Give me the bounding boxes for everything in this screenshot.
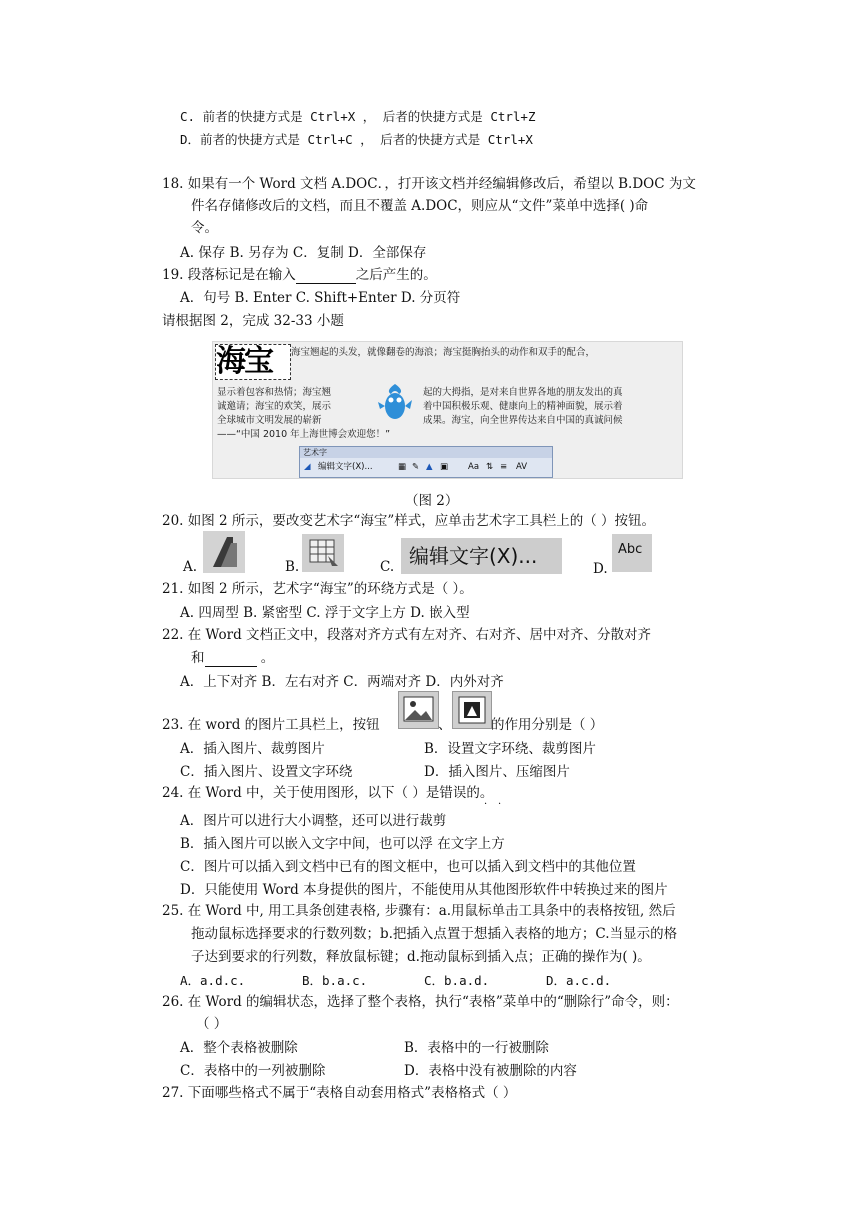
q20-text: 20. 如图 2 所示，要改变艺术字“海宝”样式，应单击艺术字工具栏上的（ ）按钮。	[162, 513, 656, 529]
q20-option-d-label: D.	[593, 561, 608, 577]
q25-option-c: C．b.a.d.	[424, 973, 490, 988]
fig-text-line5: ——“中国 2010 年上海世博会欢迎您！”	[217, 429, 391, 440]
q21-text: 21. 如图 2 所示，艺术字“海宝”的环绕方式是（ ）。	[162, 581, 473, 597]
q19-suffix: 之后产生的。	[355, 267, 437, 283]
q24-option-d: D．只能使用 Word 本身提供的图片，不能使用从其他图形软件中转换过来的图片	[180, 882, 668, 898]
q24-text: 24. 在 Word 中，关于使用图形，以下（ ）是错误的。	[162, 785, 494, 801]
q22-blank	[205, 652, 257, 667]
q25-text-line3: 子达到要求的行列数，释放鼠标键；d.拖动鼠标到插入点；正确的操作为( )。	[191, 949, 651, 965]
text-wrap-icon[interactable]: ▣	[440, 462, 449, 472]
wordart-toolbar-title: 艺术字	[300, 447, 552, 458]
q19-options: A．句号 B. Enter C. Shift+Enter D. 分页符	[180, 290, 461, 306]
q20-option-b-label: B.	[285, 559, 300, 575]
q23-suffix: 的作用分别是（ ）	[491, 717, 604, 733]
q23-prefix: 23. 在 word 的图片工具栏上，按钮	[162, 717, 380, 733]
q26-text-line2: （ ）	[196, 1016, 228, 1032]
q26-option-a: A．整个表格被删除	[180, 1040, 298, 1056]
emphasis-dot: ·	[498, 799, 502, 810]
q18-text-line3: 令。	[191, 220, 218, 236]
fig-text-line2a: 显示着包容和热情；海宝翘	[217, 387, 332, 398]
wordart-toolbar	[299, 446, 553, 478]
q25-option-d: D．a.c.d.	[546, 973, 612, 988]
wordart-gallery-icon[interactable]: ▦	[398, 462, 407, 472]
same-height-icon[interactable]: Aa	[468, 462, 480, 472]
haibao-mascot-icon	[375, 382, 415, 422]
wordart-shape-icon[interactable]: ▲	[426, 462, 433, 472]
insert-picture-icon	[398, 691, 439, 729]
fig-text-line2b: 起的大拇指，是对来自世界各地的朋友发出的真	[423, 387, 623, 398]
char-spacing-icon[interactable]: AV	[516, 462, 528, 472]
fig-text-line1: 海宝翘起的头发，就像翻卷的海浪；海宝挺胸抬头的动作和双手的配合，	[291, 347, 596, 358]
q24-option-a: A．图片可以进行大小调整，还可以进行裁剪	[180, 813, 447, 829]
wordart-haibao: 海宝	[215, 344, 291, 380]
q19-blank	[296, 269, 356, 284]
q24-option-b: B．插入图片可以嵌入文字中间，也可以浮 在文字上方	[180, 836, 505, 852]
prev-option-c: C. 前者的快捷方式是 Ctrl+X ， 后者的快捷方式是 Ctrl+Z	[180, 109, 536, 124]
q23-option-c: C．插入图片、设置文字环绕	[180, 764, 353, 780]
q25-option-a: A．a.d.c.	[180, 973, 246, 988]
fig-text-line3b: 着中国积极乐观、健康向上的精神面貌，展示着	[423, 401, 623, 412]
q19-prefix: 19. 段落标记是在输入	[162, 267, 296, 283]
q18-text-line1: 18. 如果有一个 Word 文档 A.DOC．，打开该文档并经编辑修改后，希望以 B.DOC 为文	[162, 176, 696, 192]
q21-options: A. 四周型 B. 紧密型 C. 浮于文字上方 D. 嵌入型	[180, 605, 470, 621]
q22-options: A．上下对齐 B．左右对齐 C．两端对齐 D．内外对齐	[180, 674, 504, 690]
q26-text-line1: 26. 在 Word 的编辑状态，选择了整个表格，执行“表格”菜单中的“删除行”命令，则：	[162, 994, 679, 1010]
edit-text-label: 编辑文字(X)...	[409, 544, 538, 568]
q22-prefix: 和	[191, 650, 205, 666]
fig-text-line4b: 成果。海宝，向全世界传达来自中国的真诚问候	[423, 415, 623, 426]
q19-text	[162, 266, 437, 284]
fig-text-line3a: 诚邀请；海宝的欢笑，展示	[217, 401, 332, 412]
vertical-text-icon[interactable]: ⇅	[486, 462, 494, 472]
q27-text: 27. 下面哪些格式不属于“表格自动套用格式”表格格式（ ）	[162, 1085, 517, 1101]
q23-option-a: A．插入图片、裁剪图片	[180, 741, 325, 757]
text-wrap-icon	[452, 691, 492, 729]
wordart-edit-text-button[interactable]: 编辑文字(X)...	[318, 462, 373, 472]
q26-option-c: C．表格中的一列被删除	[180, 1063, 326, 1079]
figure-2-screenshot	[212, 341, 683, 479]
q25-text-line1: 25. 在 Word 中, 用工具条创建表格, 步骤有：a.用鼠标单击工具条中的表格按钮, 然后	[162, 903, 676, 919]
q20-option-a-label: A.	[183, 559, 198, 575]
fig-text-line4a: 全球城市文明发展的崭新	[217, 415, 322, 426]
wordart-insert-icon[interactable]: ◢	[304, 462, 311, 472]
q25-option-b: B．b.a.c.	[302, 973, 368, 988]
abc-label: Abc	[618, 542, 643, 557]
wordart-insert-icon	[203, 531, 245, 573]
align-icon[interactable]: ≡	[500, 462, 508, 472]
wordart-gallery-icon	[302, 534, 344, 572]
q20-option-c-label: C.	[380, 559, 395, 575]
q18-options: A. 保存 B. 另存为 C．复制 D．全部保存	[180, 245, 427, 261]
emphasis-dot: ·	[484, 799, 488, 810]
q25-text-line2: 拖动鼠标选择要求的行数列数；b.把插入点置于想插入表格的地方；C.当显示的格	[191, 926, 678, 942]
wordart-format-icon[interactable]: ✎	[412, 462, 420, 472]
q22-text-line2	[191, 649, 274, 667]
q24-option-c: C．图片可以插入到文档中已有的图文框中，也可以插入到文档中的其他位置	[180, 859, 636, 875]
q23-option-b: B．设置文字环绕、裁剪图片	[424, 741, 596, 757]
figure-intro: 请根据图 2，完成 32-33 小题	[162, 313, 344, 329]
wordart-shape-icon	[612, 534, 652, 572]
q22-suffix: 。	[256, 650, 275, 666]
prev-option-d: D．前者的快捷方式是 Ctrl+C ， 后者的快捷方式是 Ctrl+X	[180, 132, 533, 147]
q26-option-b: B．表格中的一行被删除	[404, 1040, 549, 1056]
q26-option-d: D．表格中没有被删除的内容	[404, 1063, 577, 1079]
q23-option-d: D．插入图片、压缩图片	[424, 764, 570, 780]
q18-text-line2: 件名存储修改后的文档，而且不覆盖 A.DOC，则应从“文件”菜单中选择( )命	[191, 198, 649, 214]
q23-separator: 、	[438, 717, 452, 733]
edit-text-icon	[401, 538, 562, 574]
q22-text-line1: 22. 在 Word 文档正文中，段落对齐方式有左对齐、右对齐、居中对齐、分散对齐	[162, 627, 652, 643]
figure-2-caption: （图 2）	[405, 493, 459, 509]
